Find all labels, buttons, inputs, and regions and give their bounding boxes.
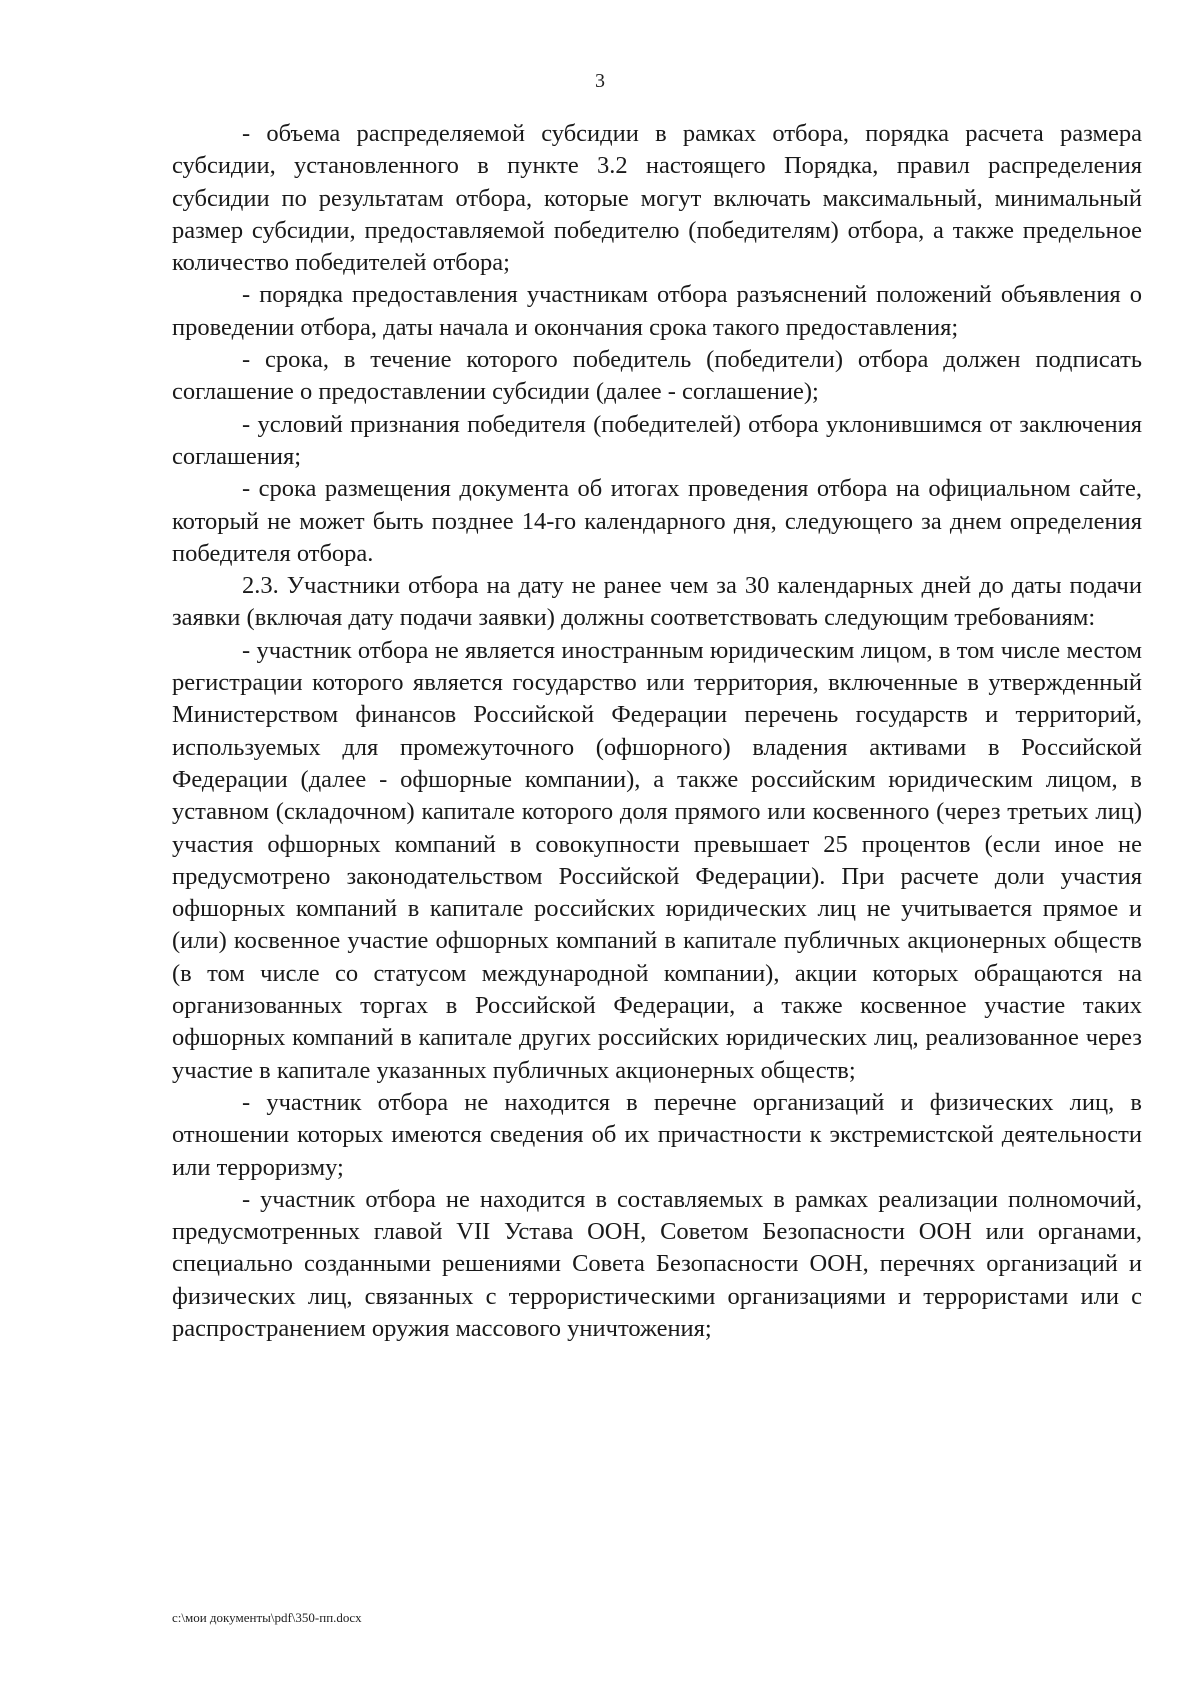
paragraph: - участник отбора не находится в составляемых в рамках реализации полномочий, предусмотренных главой VII Устава ООН, Советом Безопасности ООН или органами, специально созданными решениями Совета Безопасности ООН, перечнях организаций и физических лиц, связанных с террористическими организациями и террористами или с распространением оружия массового уничтожения; xyxy=(172,1185,1142,1342)
paragraph: - порядка предоставления участникам отбора разъяснений положений объявления о проведении отбора, даты начала и окончания срока такого предоставления; xyxy=(172,281,1142,341)
paragraph: - участник отбора не является иностранным юридическим лицом, в том числе местом регистрации которого является государство или территория, включенные в утвержденный Министерством финансов Российской Федерации перечень государств и территорий, используемых для промежуточного (офшорного) владения активами в Российской Федерации (далее - офшорные компании), а также российским юридическим лицом, в уставном (складочном) капитале которого доля прямого или косвенного (через третьих лиц) участия офшорных компаний в совокупности превышает 25 процентов (если иное не предусмотрено законодательством Российской Федерации). При расчете доли участия офшорных компаний в капитале российских юридических лиц не учитывается прямое и (или) косвенное участие офшорных компаний в капитале публичных акционерных обществ (в том числе со статусом международной компании), акции которых обращаются на организованных торгах в Российской Федерации, а также косвенное участие таких офшорных компаний в капитале других российских юридических лиц, реализованное через участие в капитале указанных публичных акционерных обществ; xyxy=(172,636,1142,1084)
page-number: 3 xyxy=(595,70,605,92)
paragraph: - срока, в течение которого победитель (победители) отбора должен подписать соглашение о предоставлении субсидии (далее - соглашение); xyxy=(172,346,1142,406)
paragraph: 2.3. Участники отбора на дату не ранее чем за 30 календарных дней до даты подачи заявки (включая дату подачи заявки) должны соответствовать следующим требованиям: xyxy=(172,572,1142,632)
paragraph: - условий признания победителя (победителей) отбора уклонившимся от заключения соглашения; xyxy=(172,410,1142,470)
file-path-footer: c:\мои документы\pdf\350-пп.docx xyxy=(172,1610,362,1625)
document-body xyxy=(172,118,1142,1345)
paragraph: - объема распределяемой субсидии в рамках отбора, порядка расчета размера субсидии, установленного в пункте 3.2 настоящего Порядка, правил распределения субсидии по результатам отбора, которые могут включать максимальный, минимальный размер субсидии, предоставляемой победителю (победителям) отбора, а также предельное количество победителей отбора; xyxy=(172,120,1142,277)
paragraph: - участник отбора не находится в перечне организаций и физических лиц, в отношении которых имеются сведения об их причастности к экстремистской деятельности или терроризму; xyxy=(172,1088,1142,1181)
paragraph: - срока размещения документа об итогах проведения отбора на официальном сайте, который не может быть позднее 14-го календарного дня, следующего за днем определения победителя отбора. xyxy=(172,475,1142,567)
